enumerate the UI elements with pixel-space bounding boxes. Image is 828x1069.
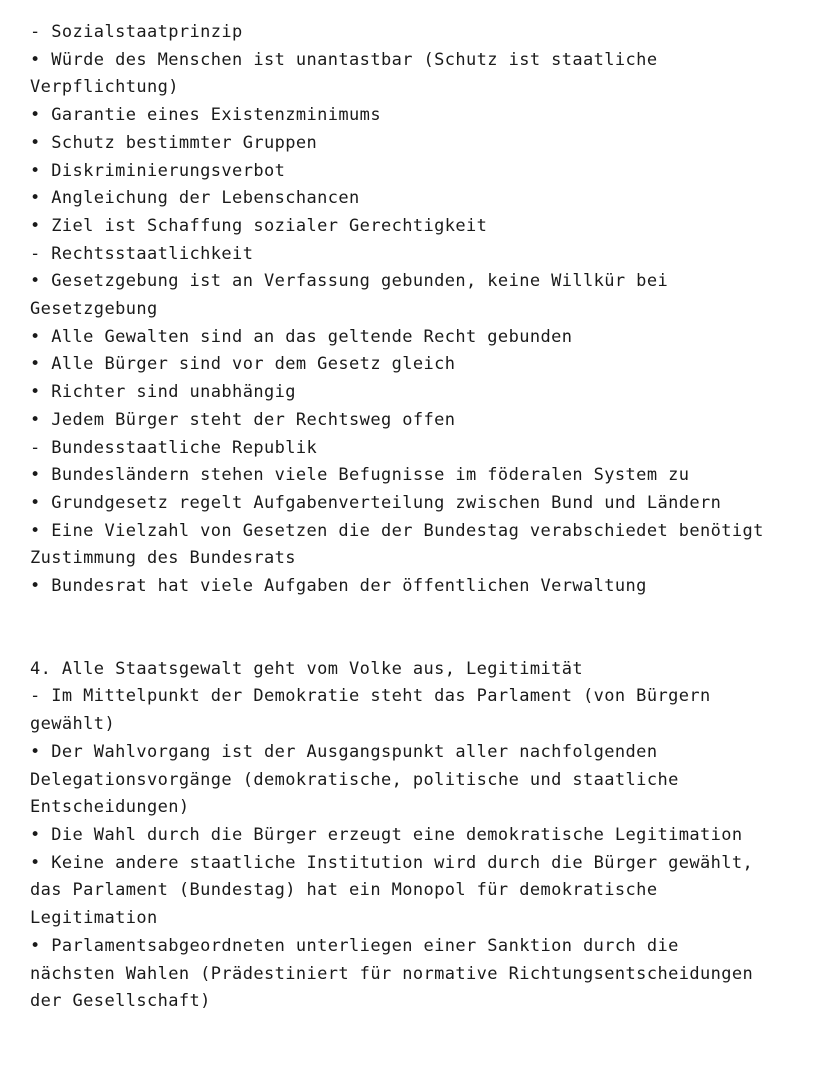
text-line: • Gesetzgebung ist an Verfassung gebunden, keine Willkür bei — [30, 271, 669, 292]
document-page — [30, 19, 820, 1016]
text-line: • Die Wahl durch die Bürger erzeugt eine demokratische Legitimation — [30, 824, 743, 845]
text-line: • Bundesrat hat viele Aufgaben der öffentlichen Verwaltung — [30, 576, 647, 597]
text-line: - Im Mittelpunkt der Demokratie steht das Parlament (von Bürgern — [30, 686, 711, 707]
text-line: das Parlament (Bundestag) hat ein Monopol für demokratische — [30, 880, 658, 901]
text-line: • Eine Vielzahl von Gesetzen die der Bundestag verabschiedet benötigt — [30, 520, 764, 541]
text-line: Gesetzgebung — [30, 299, 158, 320]
text-line: • Schutz bestimmter Gruppen — [30, 132, 318, 153]
text-line: - Sozialstaatprinzip — [30, 22, 243, 42]
text-line: Entscheidungen) — [30, 797, 190, 818]
text-line: • Jedem Bürger steht der Rechtsweg offen — [30, 409, 456, 430]
section-principles — [30, 19, 820, 601]
text-line: • Ziel ist Schaffung sozialer Gerechtigkeit — [30, 215, 488, 236]
text-line: • Alle Gewalten sind an das geltende Recht gebunden — [30, 326, 573, 347]
text-line: • Richter sind unabhängig — [30, 382, 296, 403]
text-line: Legitimation — [30, 908, 158, 929]
text-line: • Parlamentsabgeordneten unterliegen einer Sanktion durch die — [30, 935, 679, 956]
text-line: • Der Wahlvorgang ist der Ausgangspunkt aller nachfolgenden — [30, 741, 658, 762]
section-spacer — [30, 601, 820, 656]
text-line: • Garantie eines Existenzminimums — [30, 105, 381, 126]
text-line: - Bundesstaatliche Republik — [30, 437, 318, 458]
text-line: • Grundgesetz regelt Aufgabenverteilung zwischen Bund und Ländern — [30, 492, 722, 513]
text-line: • Bundesländern stehen viele Befugnisse im föderalen System zu — [30, 465, 690, 486]
text-line: • Keine andere staatliche Institution wird durch die Bürger gewählt, — [30, 852, 754, 873]
text-line: Delegationsvorgänge (demokratische, politische und staatliche — [30, 769, 679, 790]
section-heading: 4. Alle Staatsgewalt geht vom Volke aus, Legitimität — [30, 658, 584, 679]
section-legitimacy — [30, 656, 820, 1016]
text-line: - Rechtsstaatlichkeit — [30, 243, 254, 264]
text-line: Zustimmung des Bundesrats — [30, 548, 296, 569]
text-line: der Gesellschaft) — [30, 991, 211, 1012]
text-line: nächsten Wahlen (Prädestiniert für normative Richtungsentscheidungen — [30, 963, 754, 984]
text-line: Verpflichtung) — [30, 77, 179, 98]
text-line: • Angleichung der Lebenschancen — [30, 188, 360, 209]
text-line: • Alle Bürger sind vor dem Gesetz gleich — [30, 354, 456, 375]
text-line: gewählt) — [30, 714, 116, 735]
text-line: • Würde des Menschen ist unantastbar (Schutz ist staatliche — [30, 49, 658, 70]
text-line: • Diskriminierungsverbot — [30, 160, 286, 181]
